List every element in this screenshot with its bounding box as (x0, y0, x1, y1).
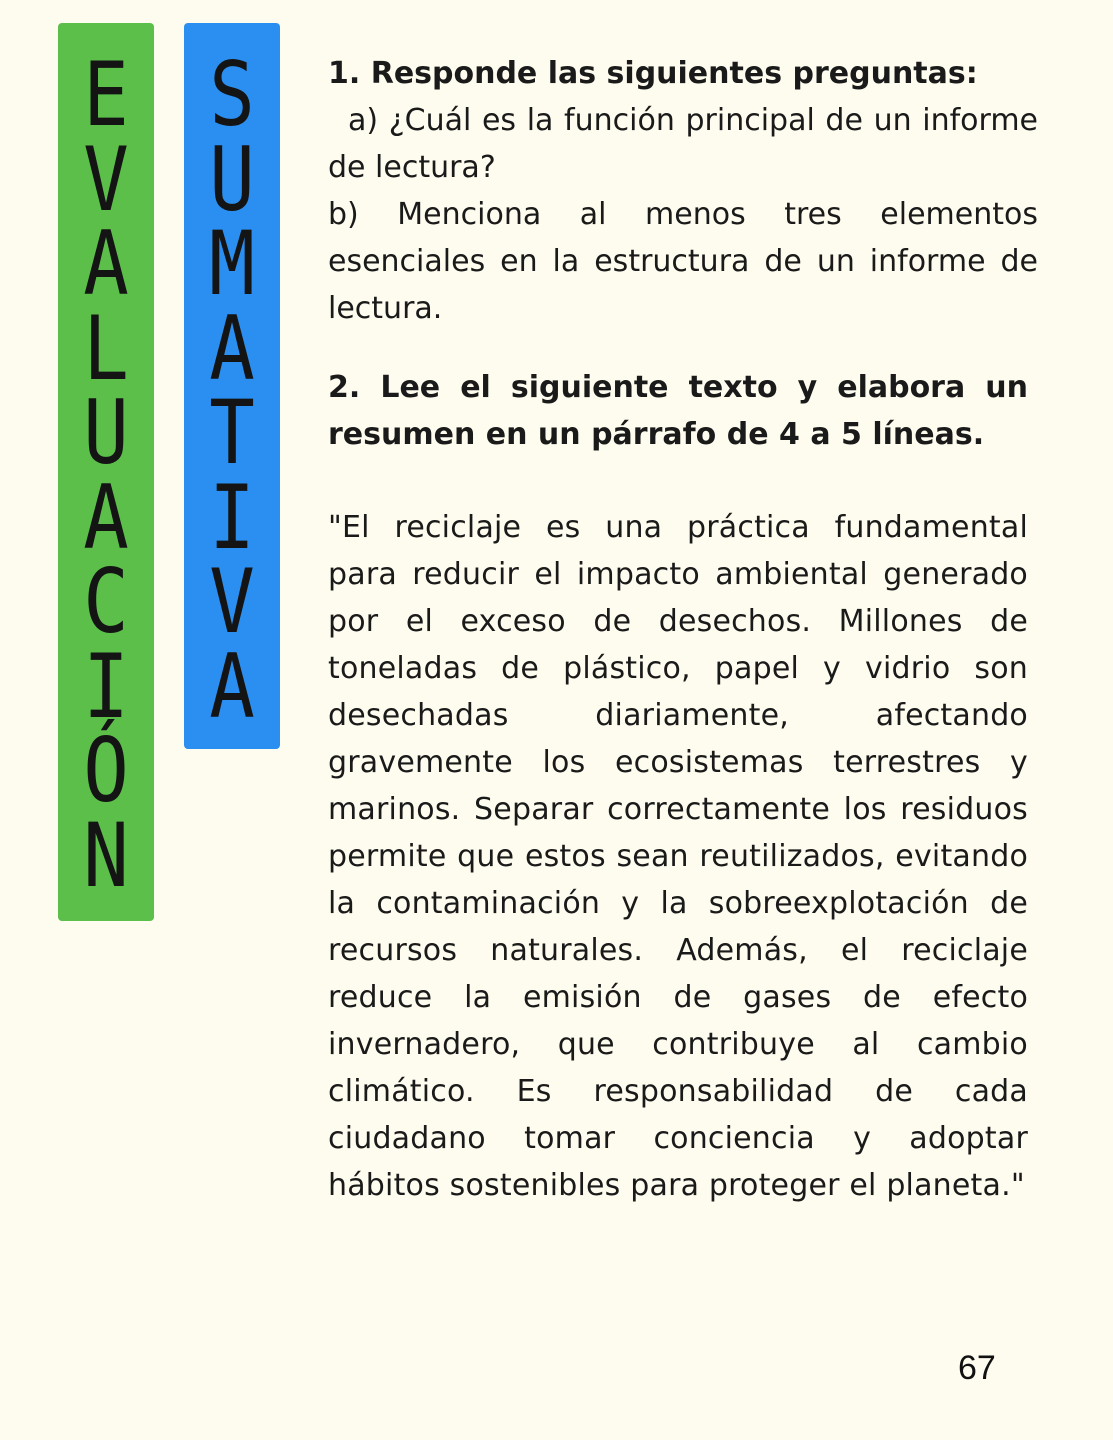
question-1-title: 1. Responde las siguientes preguntas: (328, 56, 978, 91)
banner-letter: N (83, 803, 129, 907)
banner-letter: T (209, 381, 255, 484)
banner-letter: S (209, 43, 255, 146)
banner-letter: M (209, 212, 255, 315)
banner-letter: A (83, 212, 129, 315)
page-number: 67 (958, 1349, 996, 1387)
banner-letter: A (83, 465, 129, 569)
banner-letter: C (83, 550, 129, 653)
banner-letter: V (209, 550, 255, 653)
banner-letter: V (83, 127, 129, 231)
question-2-title: 2. Lee el siguiente texto y elabora un resumen en un párrafo de 4 a 5 líneas. (328, 370, 1028, 452)
question-1b: b) Menciona al menos tres elementos esenciales en la estructura de un informe de lectura. (328, 197, 1038, 326)
reading-passage: "El reciclaje es una práctica fundamental para reducir el impacto ambiental generado por el exceso de desechos. Millones de toneladas de plástico, papel y vidrio son desechadas diariamente, afectando gravemente los ecosistemas terrestres y marinos. Separar correctamente los residuos permite que estos sean reutilizados, evitando la contaminación y la sobreexplotación de recursos naturales. Además, el reciclaje reduce la emisión de gases de efecto invernadero, que contribuye al cambio climático. Es responsabilidad de cada ciudadano tomar conciencia y adoptar hábitos sostenibles para proteger el planeta." (328, 510, 1028, 1203)
evaluacion-banner (58, 23, 154, 921)
banner-letter: U (83, 381, 129, 484)
banner-letter: E (83, 43, 129, 146)
banner-letter: L (83, 296, 129, 400)
banner-letter: A (209, 296, 255, 400)
banner-letter: Ó (83, 719, 129, 822)
banner-letter: I (209, 465, 255, 569)
banner-letter: A (209, 634, 255, 738)
banner-letter: I (83, 634, 129, 738)
banner-letter: U (209, 127, 255, 231)
question-1a: a) ¿Cuál es la función principal de un informe de lectura? (328, 103, 1038, 185)
worksheet-content (328, 50, 1038, 1209)
sumativa-banner (184, 23, 280, 749)
